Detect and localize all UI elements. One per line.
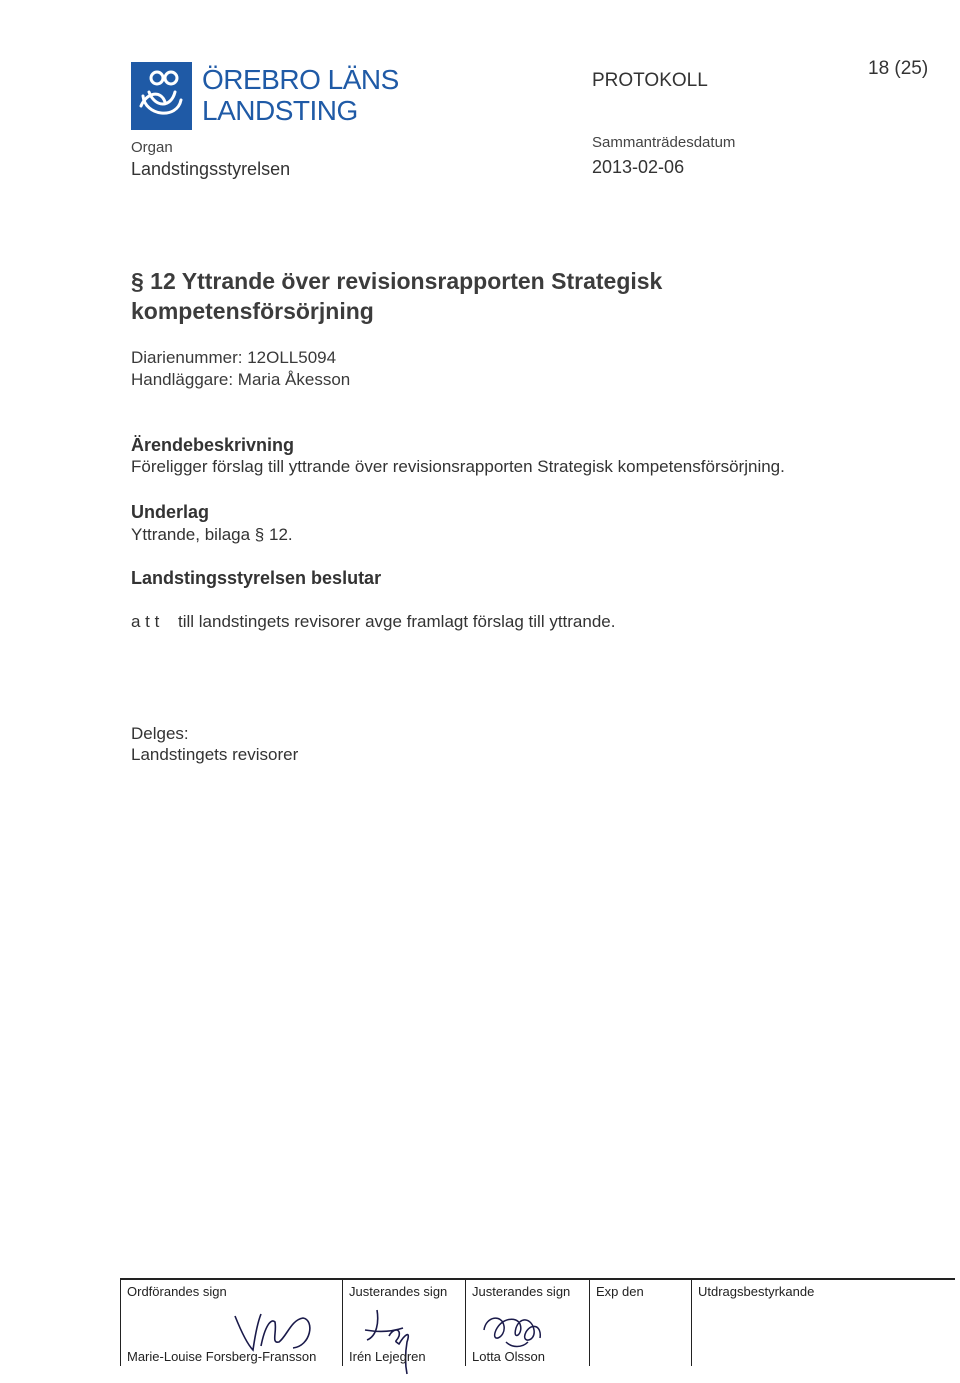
adjuster2-signature-cell <box>465 1280 590 1366</box>
chair-name: Marie-Louise Forsberg-Fransson <box>127 1349 317 1364</box>
organ-value: Landstingsstyrelsen <box>131 159 291 179</box>
case-description-heading: Ärendebeskrivning <box>131 435 295 455</box>
org-logo <box>131 62 192 130</box>
basis-heading: Underlag <box>131 502 210 522</box>
adjuster2-name: Lotta Olsson <box>472 1349 545 1364</box>
org-name-line2: LANDSTING <box>202 95 358 126</box>
organ-label: Organ <box>131 139 173 156</box>
signature-table <box>120 1278 955 1366</box>
decision-att-label: a t t <box>131 612 160 631</box>
adjuster2-handwritten-signature <box>476 1308 556 1352</box>
meeting-date-label: Sammanträdesdatum <box>592 134 736 151</box>
adjuster2-sign-label: Justerandes sign <box>472 1284 571 1299</box>
case-description-text: Föreligger förslag till yttrande över revisionsrapporten Strategisk kompetensförsörjning. <box>131 457 785 476</box>
meeting-date-value: 2013-02-06 <box>592 157 685 177</box>
adjuster1-name: Irén Lejegren <box>349 1349 426 1364</box>
chair-signature-cell <box>120 1280 343 1366</box>
page-number: 18 (25) <box>868 58 929 79</box>
case-number: Diarienummer: 12OLL5094 <box>131 348 337 367</box>
adjuster1-signature-cell <box>342 1280 466 1366</box>
distribution-label: Delges: <box>131 724 189 743</box>
document-type: PROTOKOLL <box>592 70 708 91</box>
section-title: § 12 Yttrande över revisionsrapporten Strategisk kompetensförsörjning <box>131 268 663 324</box>
decision-text: till landstingets revisorer avge framlagt förslag till yttrande. <box>178 612 616 631</box>
adjuster1-handwritten-signature <box>363 1302 423 1376</box>
dispatch-date-label: Exp den <box>596 1284 644 1299</box>
basis-text: Yttrande, bilaga § 12. <box>131 525 293 544</box>
org-name-line1: ÖREBRO LÄNS <box>202 64 399 95</box>
case-officer: Handläggare: Maria Åkesson <box>131 370 351 389</box>
dispatch-cell <box>589 1280 692 1366</box>
logo-emblem-icon <box>131 62 192 130</box>
distribution-value: Landstingets revisorer <box>131 745 299 764</box>
extract-certification-label: Utdragsbestyrkande <box>698 1284 815 1299</box>
extract-certification-cell <box>691 1280 956 1366</box>
decision-heading: Landstingsstyrelsen beslutar <box>131 568 382 588</box>
adjuster1-sign-label: Justerandes sign <box>349 1284 448 1299</box>
chair-sign-label: Ordförandes sign <box>127 1284 227 1299</box>
